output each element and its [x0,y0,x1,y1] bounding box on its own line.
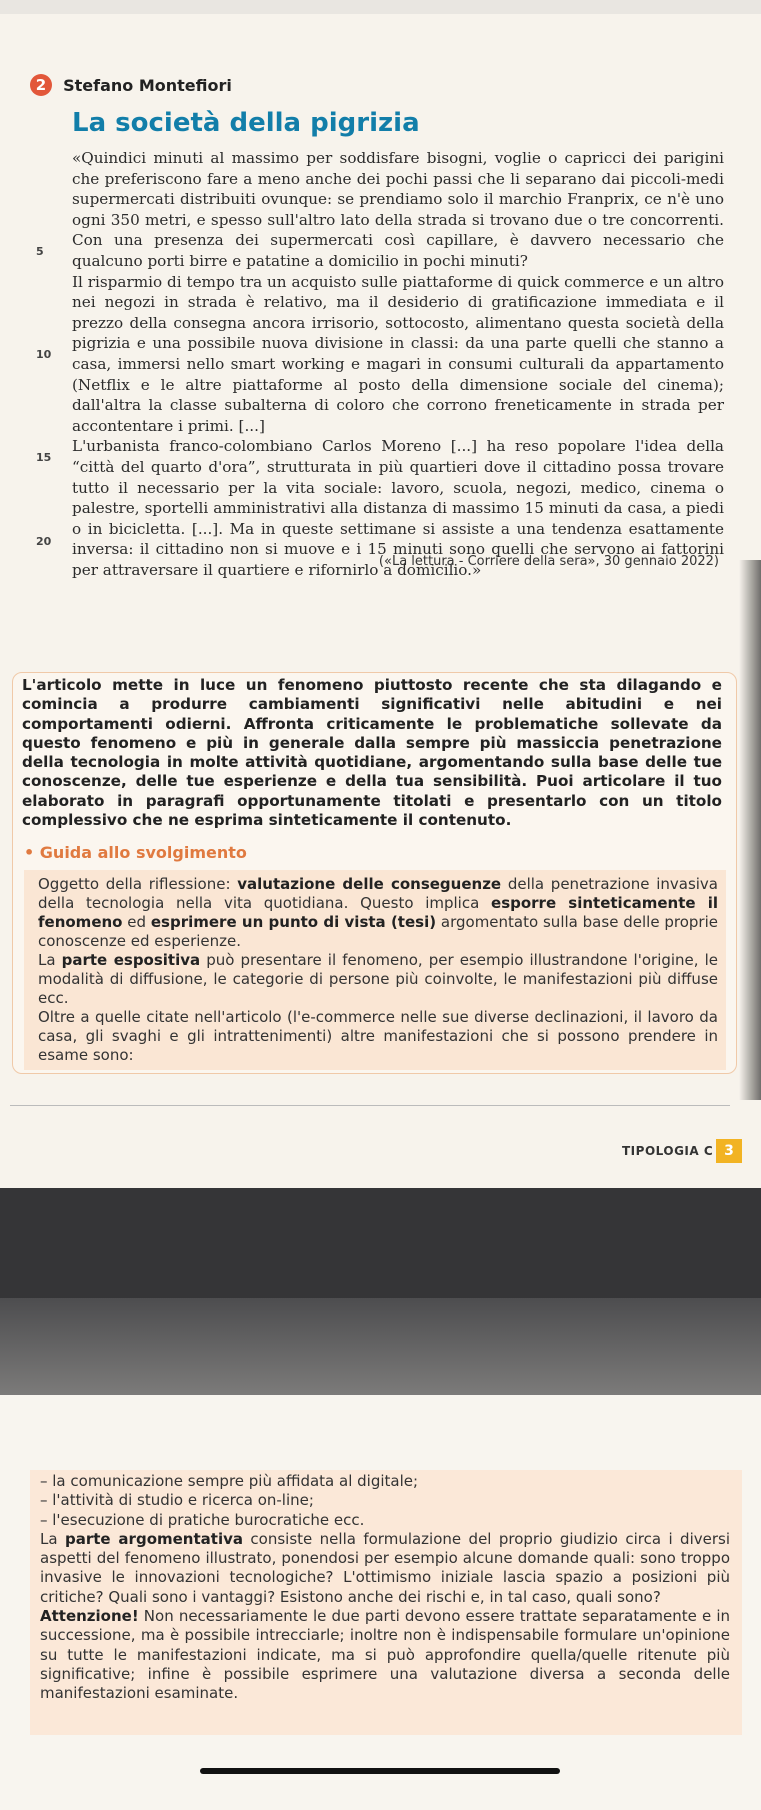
excerpt-paragraph-3: L'urbanista franco-colombiano Carlos Moreno [...] ha reso popolare l'idea della “città del quarto d'ora”, strutturata in più quartieri dove il cittadino possa trovare tutto il necessario per la vita sociale: lavoro, scuola, negozi, medico, cinema o palestre, sportelli amministrativi alla distanza di massimo 15 minuti da casa, a piedi o in bicicletta. [...]. Ma in queste settimane si assiste a una tendenza esattamente inversa: il cittadino non si muove e i 15 minuti sono quelli che servono ai fattorini per attraversare il quartiere e rifornirlo a domicilio.» [72,437,724,579]
article-header [30,74,232,96]
task-prompt: L'articolo mette in luce un fenomeno piuttosto recente che sta dilagando e comincia a produrre cambiamenti significativi nelle abitudini e nei comportamenti odierni. Affronta criticamente le problematiche sollevate da questo fenomeno e più in generale dalla sempre più massiccia penetrazione della tecnologia in molte attività quotidiane, argomentando sulla base delle tue conoscenze, delle tue esperienze e della tua sensibilità. Puoi articolare il tuo elaborato in paragrafi opportunamente titolati e presentarlo con un titolo complessivo che ne esprima sinteticamente il contenuto. [22,676,722,830]
footer-section-label: TIPOLOGIA C [622,1144,714,1158]
guide-heading: • Guida allo svolgimento [24,843,247,862]
guide-paragraph-3: Oltre a quelle citate nell'articolo (l'e-commerce nelle sue diverse declinazioni, il lavoro da casa, gli svaghi e gli intrattenimenti) altre manifestazioni che si possono prendere in esame sono: [38,1008,718,1064]
article-excerpt [72,148,724,580]
page-top-edge [0,0,761,14]
guide-paragraph-2: La parte espositiva può presentare il fenomeno, per esempio illustrandone l'origine, le modalità di diffusione, le categorie di persone più coinvolte, le manifestazioni più diffuse ecc. [38,951,719,1007]
footer-page-number: 3 [716,1139,742,1163]
line-number: 20 [36,535,52,548]
line-number: 15 [36,451,52,464]
article-number-badge: 2 [30,74,52,96]
list-item: – la comunicazione sempre più affidata al digitale; [40,1472,419,1490]
page-divider [10,1105,730,1106]
list-item: – l'attività di studio e ricerca on-line; [40,1491,314,1510]
guide-continuation [40,1472,730,1704]
excerpt-paragraph-2: Il risparmio di tempo tra un acquisto sulle piattaforme di quick commerce e un altro nei negozi in strada è relativo, ma il desiderio di gratificazione immediata e il prezzo della consegna ancora irrisorio, sottocosto, alimentano questa società della pigrizia e una possibile nuova divisione in classi: da una parte quelli che stanno a casa, immersi nello smart working e magari in consumi culturali da appartamento (Netflix e le altre piattaforme al posto della dimensione sociale del cinema); dall'altra la classe subalterna di coloro che corrono freneticamente in strada per accontentare i primi. [...] [72,272,724,435]
guide-body [38,875,718,1065]
list-item: – l'esecuzione di pratiche burocratiche ecc. [40,1510,365,1529]
page-curl-shadow [739,560,761,1100]
line-number: 5 [36,245,44,258]
guide-paragraph-1: Oggetto della riflessione: valutazione delle conseguenze della penetrazione invasiva della tecnologia nella vita quotidiana. Questo implica esporre sinteticamente il fenomeno ed esprimere un punto di vista (tesi) argomentato sulla base delle proprie conoscenze ed esperienze. [38,875,718,950]
dark-gap-gradient [0,1298,761,1398]
dark-gap [0,1188,761,1298]
article-title: La società della pigrizia [72,108,420,138]
excerpt-paragraph-1: «Quindici minuti al massimo per soddisfare bisogni, voglie o capricci dei parigini che preferiscono fare a meno anche dei pochi passi che li separano dai piccoli-medi supermercati distribuiti ovunque: se prendiamo solo il marchio Franprix, ce n'è uno ogni 350 metri, e spesso sull'altro lato della strada si trovano due o tre concorrenti. Con una presenza dei supermercati così capillare, è davvero necessario che qualcuno porti birre e patatine a domicilio in pochi minuti? [72,149,724,270]
attention-paragraph: Attenzione! Non necessariamente le due parti devono essere trattate separatamente e in successione, ma è possibile intrecciarle; inoltre non è indispensabile formulare un'opinione su tutte le manifestazioni indicate, ma si può approfondire quella/quelle ritenute più significative; infine è possibile esprimere una valutazione diversa a seconda delle manifestazioni esaminate. [40,1607,730,1703]
excerpt-source: («La lettura - Corriere della sera», 30 gennaio 2022) [378,554,719,569]
argumentative-paragraph: La parte argomentativa consiste nella formulazione del proprio giudizio circa i diversi aspetti del fenomeno illustrato, ponendosi per esempio alcune domande quali: sono troppo invasive le innovazioni tecnologiche? L'ottimismo iniziale lascia spazio a posizioni più critiche? Quali sono i vantaggi? Esistono anche dei rischi e, in tal caso, quali sono? [40,1529,731,1606]
article-author: Stefano Montefiori [63,75,232,95]
line-number: 10 [36,348,52,361]
home-indicator[interactable] [200,1768,560,1774]
